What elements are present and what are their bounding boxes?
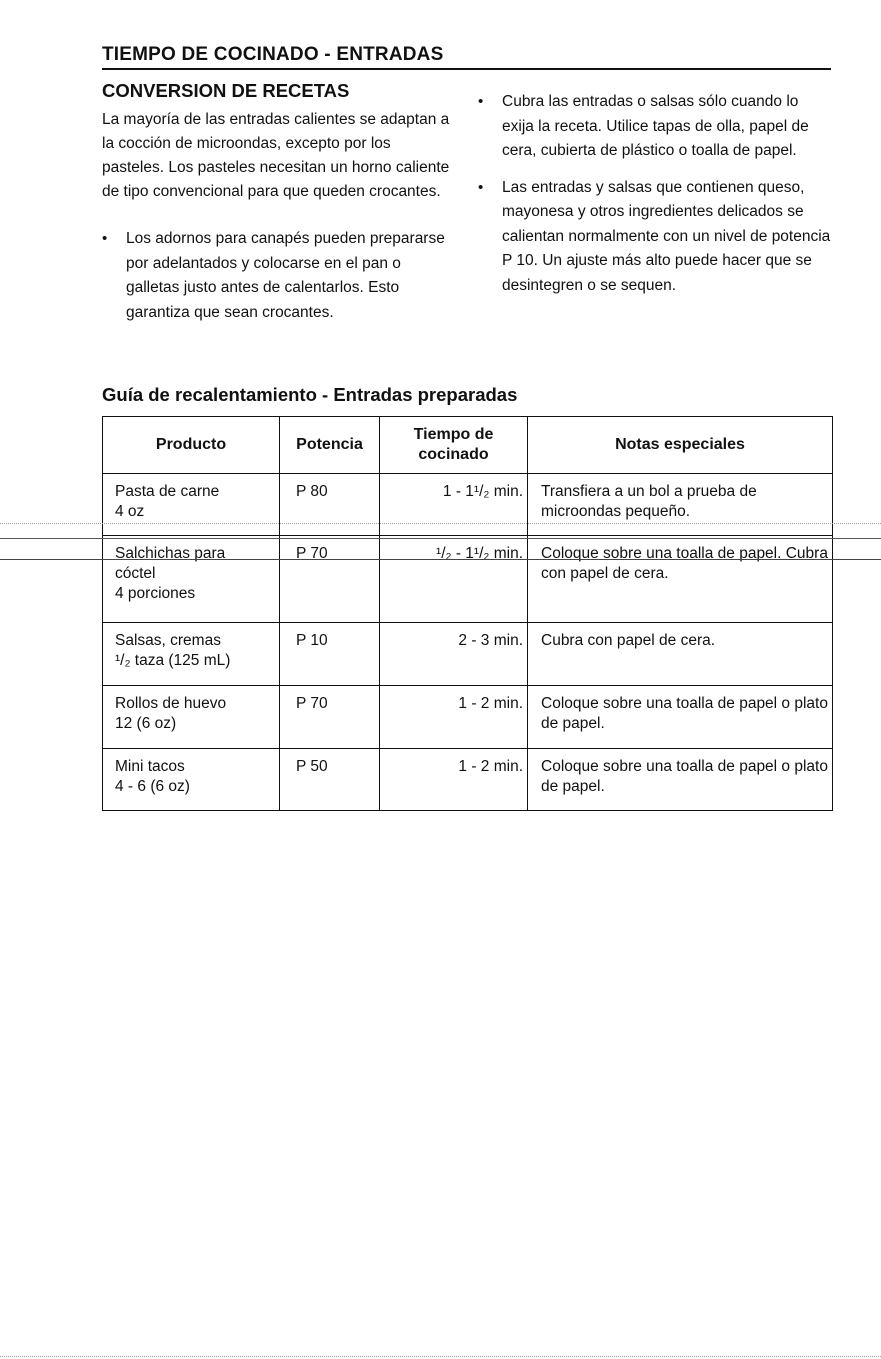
header-tiempo-line2: cocinado [418,446,489,463]
table-title: Guía de recalentamiento - Entradas preparadas [102,384,518,405]
right-bullet-list [478,90,833,298]
cell-tiempo: 2 - 3 min. [380,623,528,686]
cell-producto [103,623,280,686]
table-row [103,474,833,536]
left-bullet-list [102,227,454,325]
cell-notas: Transfiera a un bol a prueba de microondas pequeño. [528,474,833,536]
table-header-row [103,417,833,474]
page-header [102,44,831,70]
page-title: TIEMPO DE COCINADO - ENTRADAS [102,44,444,65]
cell-notas: Coloque sobre una toalla de papel o plato de papel. [528,749,833,811]
producto-line: Salsas, cremas [115,632,221,649]
cell-notas: Coloque sobre una toalla de papel. Cubra con papel de cera. [528,536,833,623]
producto-line: 4 oz [115,503,145,520]
header-tiempo [380,417,528,474]
left-column [102,80,454,325]
cell-tiempo: 1 - 2 min. [380,686,528,749]
producto-line: 12 (6 oz) [115,715,177,732]
section-title-conversion: CONVERSION DE RECETAS [102,80,350,101]
intro-paragraph: La mayoría de las entradas calientes se adaptan a la cocción de microondas, excepto por los pasteles. Los pasteles necesitan un horno caliente de tipo convencional para que queden crocantes. [102,111,450,200]
table-row [103,623,833,686]
header-rule [102,68,831,70]
producto-line: Mini tacos [115,758,185,775]
page-edge-line [0,1356,881,1357]
cell-tiempo: 1 - 2 min. [380,749,528,811]
producto-line: Pasta de carne [115,483,220,500]
cell-tiempo: ¹/₂ - 1¹/₂ min. [380,536,528,623]
table-row [103,536,833,623]
bullet-dot-icon: • [478,93,484,110]
bullet-text: Las entradas y salsas que contienen queso, mayonesa y otros ingredientes delicados se calientan normalmente con un nivel de potencia P 10. Un ajuste más alto puede hacer que se desintegren o se sequen. [502,178,831,294]
header-notas: Notas especiales [528,417,833,474]
table-row [103,749,833,811]
bullet-dot-icon: • [102,230,108,247]
cell-notas: Coloque sobre una toalla de papel o plato de papel. [528,686,833,749]
cell-potencia: P 10 [280,623,380,686]
producto-line: cóctel [115,565,156,582]
cell-producto [103,474,280,536]
cell-potencia: P 80 [280,474,380,536]
cell-notas: Cubra con papel de cera. [528,623,833,686]
producto-line: Rollos de huevo [115,695,227,712]
cell-potencia: P 70 [280,686,380,749]
producto-line: 4 porciones [115,585,196,602]
header-potencia: Potencia [280,417,380,474]
header-producto: Producto [103,417,280,474]
cell-producto [103,536,280,623]
bullet-item [478,176,833,299]
cell-tiempo: 1 - 1¹/₂ min. [380,474,528,536]
producto-line: Salchichas para [115,545,226,562]
cell-potencia: P 50 [280,749,380,811]
cell-producto [103,749,280,811]
producto-line: 4 - 6 (6 oz) [115,778,190,795]
cell-producto [103,686,280,749]
cell-potencia: P 70 [280,536,380,623]
bullet-item [478,90,833,164]
bullet-item [102,227,454,325]
reheating-guide-table [102,416,833,811]
bullet-dot-icon: • [478,178,484,196]
bullet-text: Cubra las entradas o salsas sólo cuando lo exija la receta. Utilice tapas de olla, papel de cera, cubierta de plástico o toalla de papel. [502,93,809,159]
right-column [478,90,833,298]
producto-line: ¹/₂ taza (125 mL) [115,652,231,669]
header-tiempo-line1: Tiempo de [413,426,494,443]
bullet-text: Los adornos para canapés pueden prepararse por adelantados y colocarse en el pan o galletas justo antes de calentarlos. Esto garantiza que sean crocantes. [126,230,445,321]
table-row [103,686,833,749]
